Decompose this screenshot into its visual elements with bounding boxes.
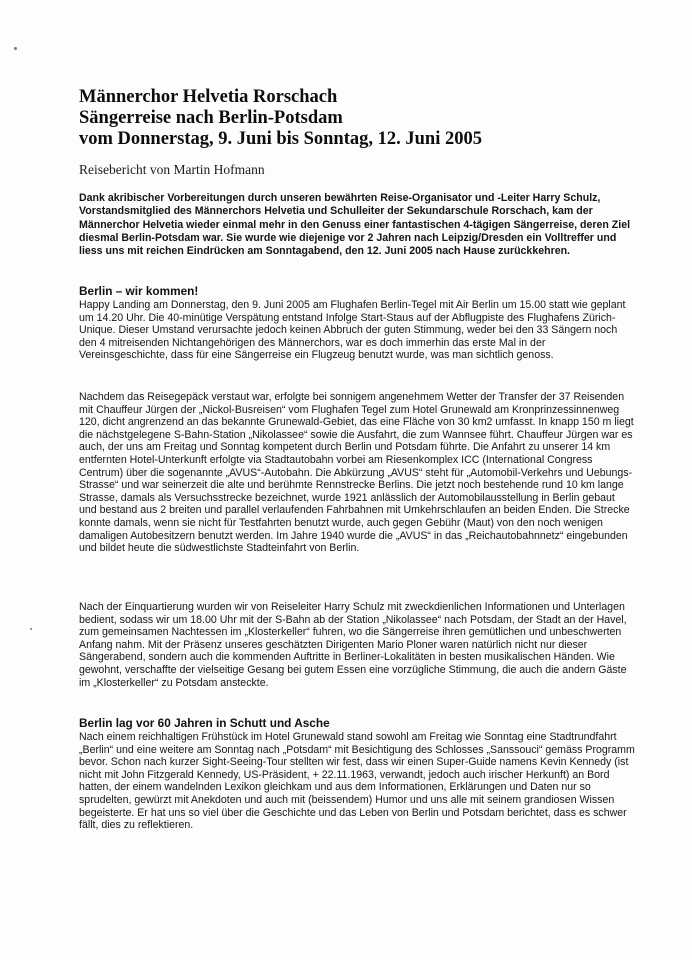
body-paragraph: Nach einem reichhaltigen Frühstück im Hotel Grunewald stand sowohl am Freitag wie Sonntag eine Stadtrundfahrt „Berlin“ und eine weitere am Sonntag nach „Potsdam“ mit Besichtigung des Schlosses „Sanssouci“ gemäss Programm bevor. Schon nach kurzer Sight-Seeing-Tour stellten wir fest, dass wir einen Super-Guide namens Kevin Kennedy (ist nicht mit John Fitzgerald Kennedy, US-Präsident, + 22.11.1963, verwandt, jedoch auch irischer Herkunft) an Bord hatten, der einem wandelnden Lexikon gleichkam und aus dem Informationen, Erklärungen und Daten nur so sprudelten, gewürzt mit Anekdoten und auch mit (beissendem) Humor und uns alle mit seinem grandiosen Wissen begeisterte. Er hat uns so viel über die Geschichte und das Leben von Berlin und Potsdam berichtet, dass es schwer fällt, dies zu reflektieren. [79,731,635,832]
lead-paragraph: Dank akribischer Vorbereitungen durch unseren bewährten Reise-Organisator und -Leiter Harry Schulz, Vorstandsmitglied des Männerchors Helvetia und Schulleiter der Sekundarschule Rorschach, kam der Männerchor Helvetia wieder einmal mehr in den Genuss einer fantastischen 4-tägigen Sängerreise, deren Ziel diesmal Berlin-Potsdam war. Sie wurde wie diejenige vor 2 Jahren nach Leipzig/Dresden ein Volltreffer und liess uns mit reichen Eindrücken am Sonntagabend, den 12. Juni 2005 nach Hause zurückkehren. [79,192,631,258]
body-paragraph: Nach der Einquartierung wurden wir von Reiseleiter Harry Schulz mit zweckdienlichen Informationen und Unterlagen bedient, sodass wir um 18.00 Uhr mit der S-Bahn ab der Station „Nikolassee“ nach Potsdam, der Stadt an der Havel, zum gemeinsamen Nachtessen im „Klosterkeller“ fuhren, wo die Sängerreise ihren gemütlichen und unbeschwerten Anfang nahm. Mit der Präsenz unseres geschätzten Dirigenten Mario Ploner waren natürlich nicht nur dieser Sängerabend, sondern auch die kommenden Auftritte in Berliner-Lokalitäten in besten musikalischen Händen. Wie gewohnt, verschaffte der vielseitige Gesang bei gutem Essen eine vorzügliche Stimmung, die auch die andern Gäste im „Klosterkeller“ zu Potsdam ansteckte. [79,601,627,689]
body-paragraph: Happy Landing am Donnerstag, den 9. Juni 2005 am Flughafen Berlin-Tegel mit Air Berlin um 15.00 statt wie geplant um 14.20 Uhr. Die 40-minütige Verspätung entstand Infolge Start-Staus auf der Abflugpiste des Flughafens Zürich-Unique. Dieser Umstand verursachte jedoch keinen Abbruch der guten Stimmung, weder bei den 33 Sängern noch den 4 mitreisenden Nichtangehörigen des Männerchors, war es doch immerhin das erste Mal in der Vereinsgeschichte, dass für eine Sängerreise ein Flugzeug benutzt wurde, was man sichtlich genoss. [79,299,626,362]
body-paragraph: Nachdem das Reisegepäck verstaut war, erfolgte bei sonnigem angenehmem Wetter der Transfer der 37 Reisenden mit Chauffeur Jürgen der „Nickol-Busreisen“ vom Flughafen Tegel zum Hotel Grunewald am Kronprinzessinnenweg 120, dicht angrenzend an das bekannte Grunewald-Gebiet, das eine Fläche von 30 km2 umfasst. In knapp 150 m liegt die nächstgelegene S-Bahn-Station „Nikolassee“ sowie die Ausfahrt, die zum Wannsee führt. Chauffeur Jürgen war es auch, der uns am Freitag und Sonntag kompetent durch Berlin und Potsdam führte. Die Anfahrt zu unserer 14 km entfernten Hotel-Unterkunft erfolgte via Stadtautobahn vorbei am Riesenkomplex ICC (International Congress Centrum) über die sogenannte „AVUS“-Autobahn. Die Abkürzung „AVUS“ steht für „Automobil-Verkehrs und Uebungs-Strasse“ und war seinerzeit die alte und berühmte Rennstrecke Berlins. Die jetzt noch bestehende rund 10 km lange Strasse, damals als Versuchsstrecke bezeichnet, wurde 1921 anlässlich der Automobilausstellung in Berlin gebaut und bestand aus 2 breiten und parallel verlaufenden Fahrbahnen mit Umkehrschlaufen an beiden Enden. Die Strecke konnte damals, wenn sie nicht für Testfahrten benutzt wurde, auch gegen Gebühr (Maut) von den noch wenigen damaligen Autobesitzern benutzt werden. Im Jahre 1940 wurde die „AVUS“ in das „Reichautobahnnetz“ eingebunden und bildet heute die südwestlichste Stadteinfahrt von Berlin. [79,391,634,555]
document-title-line-1: Männerchor Helvetia Rorschach [79,87,338,107]
author-byline: Reisebericht von Martin Hofmann [79,162,265,177]
section-heading-berlin-schutt-asche: Berlin lag vor 60 Jahren in Schutt und Asche [79,716,330,730]
scan-speck [30,628,32,630]
scan-speck [14,47,17,50]
document-title-line-2: Sängerreise nach Berlin-Potsdam [79,108,343,128]
section-heading-berlin-wir-kommen: Berlin – wir kommen! [79,284,199,298]
document-title-line-3: vom Donnerstag, 9. Juni bis Sonntag, 12. Juni 2005 [79,129,482,149]
